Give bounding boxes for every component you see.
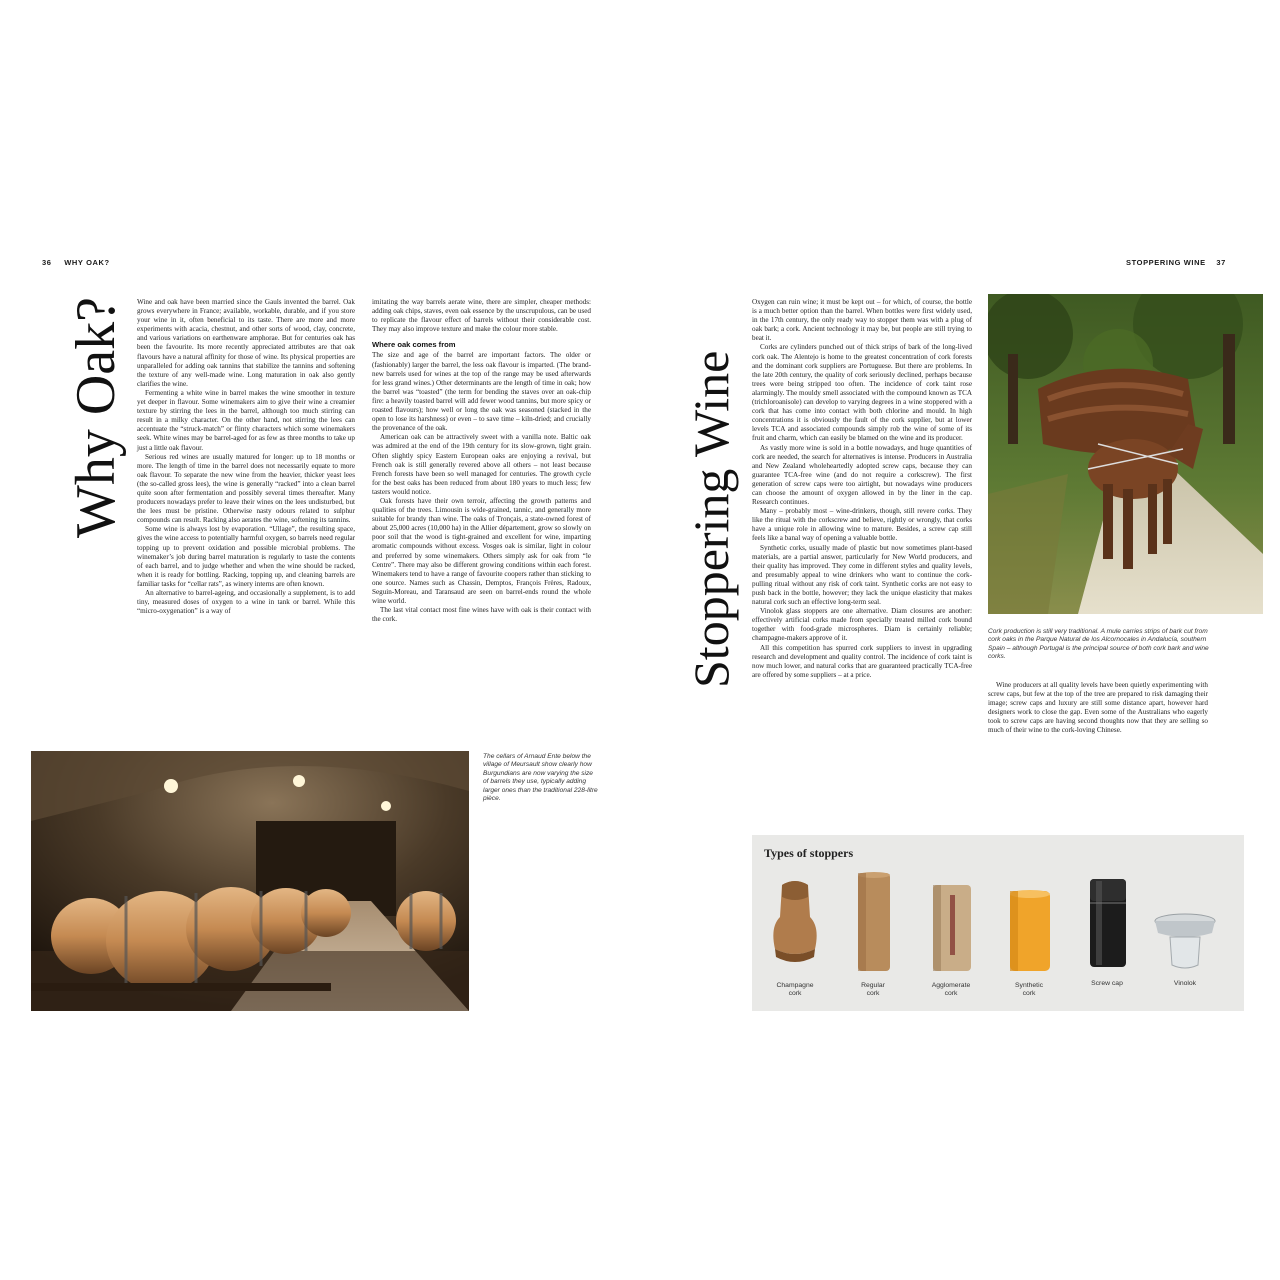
paragraph: The size and age of the barrel are important factors. The older or (fashionably) larger the barrel, the less oak flavour is imparted. (The brand-new barrels used for wines at the top of the range may be used afterwards for less grand wines.) Other determinants are the length of time in oak; how the barrel was “toasted” (the term for bending the staves over an oak-chip fire: a heavily toasted barrel will add fewer wood tannins, but more spicy or roasted flavours); how well or long the oak was seasoned (stacked in the open to lose its harshness) or even – to save time – kiln-dried; and crucially the provenance of the oak. bbox=[372, 351, 591, 433]
paragraph: Corks are cylinders punched out of thick strips of bark of the long-lived cork oak. The Alentejo is home to the greatest concentration of cork forests and the dominant cork suppliers are Portuguese. But there are problems. In the late 20th century, the quality of cork seriously declined, perhaps because trees were being stripped too often. The incidence of cork taint rose alarmingly. The mouldy smell associated with the compound known as TCA (trichloroanisole) can develop to varying degrees in a wine stoppered with a cork that has come into contact with both chlorine and mould. In high concentrations it is obviously the fault of the cork supplier, but at lower levels TCA and associated compounds simply rob the wine of some of its fruit and charm, which can easily be blamed on the wine and its producer. bbox=[752, 343, 972, 443]
left-col-1 bbox=[137, 298, 355, 616]
paragraph: imitating the way barrels aerate wine, there are simpler, cheaper methods: adding oak chips, staves, even oak essence by the unscrupulous, can be used to replicate the flavour effect of barrels without their considerable cost. They may also improve texture and make the colour more stable. bbox=[372, 298, 591, 334]
paragraph: All this competition has spurred cork suppliers to invest in upgrading research and development and quality control. The incidence of cork taint is now much lower, and natural corks that are guaranteed practically TCA-free are offered by some suppliers – at a price. bbox=[752, 643, 972, 679]
left-running-head bbox=[42, 258, 110, 267]
section-heading: Where oak comes from bbox=[372, 340, 456, 350]
left-page-number: 36 bbox=[42, 258, 52, 267]
cellar-barrels-photo bbox=[31, 751, 469, 1011]
stoppers-panel bbox=[752, 835, 1244, 1011]
stopper-label bbox=[760, 982, 830, 998]
stopper-label-line: Agglomerate bbox=[931, 982, 971, 989]
stopper-label-line: Vinolok bbox=[1173, 980, 1197, 987]
screw-cap-icon bbox=[1072, 877, 1142, 975]
right-col-2 bbox=[988, 681, 1208, 736]
stopper-label-line: Regular bbox=[861, 982, 885, 989]
paragraph: Synthetic corks, usually made of plastic but now sometimes plant-based materials, are a partial answer, particularly for New World producers, and their quality has improved. They come in different styles and quality levels, and presumably appeal to wine drinkers who want to continue the cork-pulling ritual without any risk of cork taint. Synthetic corks are not easy to push back in the bottle, however; they lack the unique elasticity that makes natural cork such an effective long-term seal. bbox=[752, 543, 972, 607]
paragraph: Some wine is always lost by evaporation. “Ullage”, the resulting space, gives the wine access to potentially harmful oxygen, so barrels need regular topping up to prevent oxidation and possible microbial problems. The winemaker’s job during barrel maturation is regularly to taste the contents of each barrel, and to judge whether and when the wine should be racked, when it is ready for bottling. Racking, topping up, and cleaning barrels are familiar tasks for “cellar rats”, as winery interns are often known. bbox=[137, 525, 355, 588]
stopper-synthetic-cork bbox=[994, 889, 1064, 998]
paragraph: Wine and oak have been married since the Gauls invented the barrel. Oak grows everywhere in France; available, workable, durable, and if you store your wine in it, often beneficial to its taste. There are more and more experiments with acacia, chestnut, and other sorts of wood, clay, concrete, and various variations on earthenware amphorae. But for centuries oak has been the favourite. Its more recently appreciated attributes are that oak flavours have a natural affinity for those of wine. Its physical properties are unparalleled for adding oak tannins that stabilize the tannins and softening the texture of any well-made wine. Long maturation in oak also gently clarifies the wine. bbox=[137, 298, 355, 388]
right-running-head-title: STOPPERING WINE bbox=[1126, 258, 1206, 267]
agglomerate-cork-icon bbox=[916, 883, 986, 977]
stopper-label bbox=[838, 982, 908, 998]
stopper-label bbox=[994, 982, 1064, 998]
stoppers-title: Types of stoppers bbox=[764, 846, 854, 860]
paragraph: As vastly more wine is sold in a bottle nowadays, and huge quantities of cork are needed, the search for alternatives is intense. Producers in Australia and New Zealand wholeheartedly adopted screw caps, because they can guarantee TCA-free wine (and do not require a corkscrew). The first generation of screw caps were too airtight, but nowadays wine producers can choose the amount of oxygen allowed in by the liner in the cap. Research continues. bbox=[752, 443, 972, 507]
stopper-label bbox=[916, 982, 986, 998]
stopper-label bbox=[1072, 980, 1142, 988]
paragraph: Oak forests have their own terroir, affecting the growth patterns and qualities of the trees. Limousin is wide-grained, tannic, and generally more suitable for brandy than wine. The oaks of Tronçais, a state-owned forest of about 25,000 acres (10,000 ha) in the Allier département, grow so slowly on poor soil that the wood is tight-grained and excellent for wine, imparting aromatic compounds without excess. Vosges oak is similar, light in colour and preferred by some winemakers. Others simply ask for oak from “le Centre”. There may also be different growing conditions within each forest. Winemakers tend to have a range of favourite coopers rather than sticking to one source. Names such as Chassin, Demptos, François Frères, Radoux, Seguin-Moreau, and Taransaud are seen on barrel-ends round the whole wine world. bbox=[372, 496, 591, 605]
mule-photo-caption: Cork production is still very traditional. A mule carries strips of bark cut from cork oaks in the Parque Natural de los Alcornocales in Andalucía, southern Spain – although Portugal is the principal source of both cork bark and wine corks. bbox=[988, 628, 1209, 661]
stopper-agglomerate-cork bbox=[916, 883, 986, 998]
paragraph: American oak can be attractively sweet with a vanilla note. Baltic oak was admired at the end of the 19th century for its slow-grown, tight grain. Often slightly spicy Eastern European oaks are enjoying a revival, but French oak is still generally revered above all others – not least because French forests have been so well managed for centuries. The growth cycle for the best oaks has been reduced from about 180 years to much less; few tasters would notice. bbox=[372, 433, 591, 496]
paragraph: Vinolok glass stoppers are one alternative. Diam closures are another: effectively artificial corks made from specially treated milled cork bound together with food-grade microspheres. Diam is certainly reliable; champagne-makers approve of it. bbox=[752, 607, 972, 643]
stopper-label-line: cork bbox=[1022, 990, 1036, 997]
stopper-screw-cap bbox=[1072, 877, 1142, 988]
cellar-photo-caption: The cellars of Arnaud Ente below the village of Meursault show clearly how Burgundians are now varying the size of barrels they use, typically adding larger ones than the traditional 228-litre pièce. bbox=[483, 753, 598, 803]
regular-cork-icon bbox=[838, 871, 908, 977]
paragraph: Fermenting a white wine in barrel makes the wine smoother in texture yet deeper in flavour. Some winemakers aim to give their wine a creamier texture by stirring the lees in the barrel, although too much stirring can result in a milky character. On the other hand, not stirring the lees can accentuate the “struck-match” or flinty characters which some winemakers seek. White wines may be barrel-aged for as few as three months to take up just a little oak flavour. bbox=[137, 388, 355, 452]
left-running-head-title: WHY OAK? bbox=[64, 258, 110, 267]
stopper-label-line: cork bbox=[866, 990, 880, 997]
stopper-label-line: cork bbox=[944, 990, 958, 997]
paragraph: Serious red wines are usually matured for longer: up to 18 months or more. The length of time in the barrel does not necessarily equate to more oak flavour. To separate the new wine from the heavier, thicker yeast lees (the so-called gross lees), the wine is generally “racked” into a clean barrel quite soon after fermentation and possibly several times thereafter. Many producers nowadays prefer to leave their wines on the lees undisturbed, but the lees must be pristine. Otherwise nasty odours related to sulphur compounds can result. Racking also aerates the wine, softening its tannins. bbox=[137, 452, 355, 525]
paragraph: The last vital contact most fine wines have with oak is their contact with the cork. bbox=[372, 606, 591, 624]
right-running-head bbox=[1126, 258, 1226, 267]
right-col-1 bbox=[752, 298, 972, 680]
paragraph: Wine producers at all quality levels have been quietly experimenting with screw caps, but few at the top of the tree are prepared to risk damaging their image; screw caps and luxury are still some distance apart, however hard designers work to close the gap. Even some of the Australians who eagerly took to screw caps are having second thoughts now that they are selling so much of their wine to the cork-loving Chinese. bbox=[988, 681, 1208, 735]
mule-cork-bark-photo bbox=[988, 294, 1263, 614]
stopper-champagne-cork bbox=[760, 877, 830, 998]
paragraph: Many – probably most – wine-drinkers, though, still revere corks. They like the ritual with the corkscrew and believe, rightly or wrongly, that corks have a unique role in allowing wine to mature. Besides, a screw cap still feels like a banal way of opening a valuable bottle. bbox=[752, 507, 972, 543]
stopper-label-line: Synthetic bbox=[1015, 982, 1043, 989]
right-page-number: 37 bbox=[1216, 258, 1226, 267]
synthetic-cork-icon bbox=[994, 889, 1064, 977]
stopper-label-line: Screw cap bbox=[1091, 980, 1123, 987]
stoppering-wine-title: Stoppering Wine bbox=[683, 350, 739, 688]
stopper-label-line: cork bbox=[788, 990, 802, 997]
left-col-2 bbox=[372, 298, 591, 624]
stopper-label-line: Champagne bbox=[776, 982, 814, 989]
paragraph: An alternative to barrel-ageing, and occasionally a supplement, is to add tiny, measured doses of oxygen to a wine in tank or barrel. While this “micro-oxygenation” is a way of bbox=[137, 589, 355, 616]
champagne-cork-icon bbox=[760, 877, 830, 977]
paragraph: Oxygen can ruin wine; it must be kept out – for which, of course, the bottle is a much better option than the barrel. When bottles were first widely used, in the 17th century, the only ready way to stopper them was with a plug of oak bark; a cork. Ancient technology it may be, but people are still trying to beat it. bbox=[752, 298, 972, 343]
stopper-regular-cork bbox=[838, 871, 908, 998]
why-oak-title: Why Oak? bbox=[65, 296, 127, 538]
stopper-vinolok bbox=[1150, 911, 1220, 988]
vinolok-glass-stopper-icon bbox=[1150, 911, 1220, 975]
stopper-label bbox=[1150, 980, 1220, 988]
